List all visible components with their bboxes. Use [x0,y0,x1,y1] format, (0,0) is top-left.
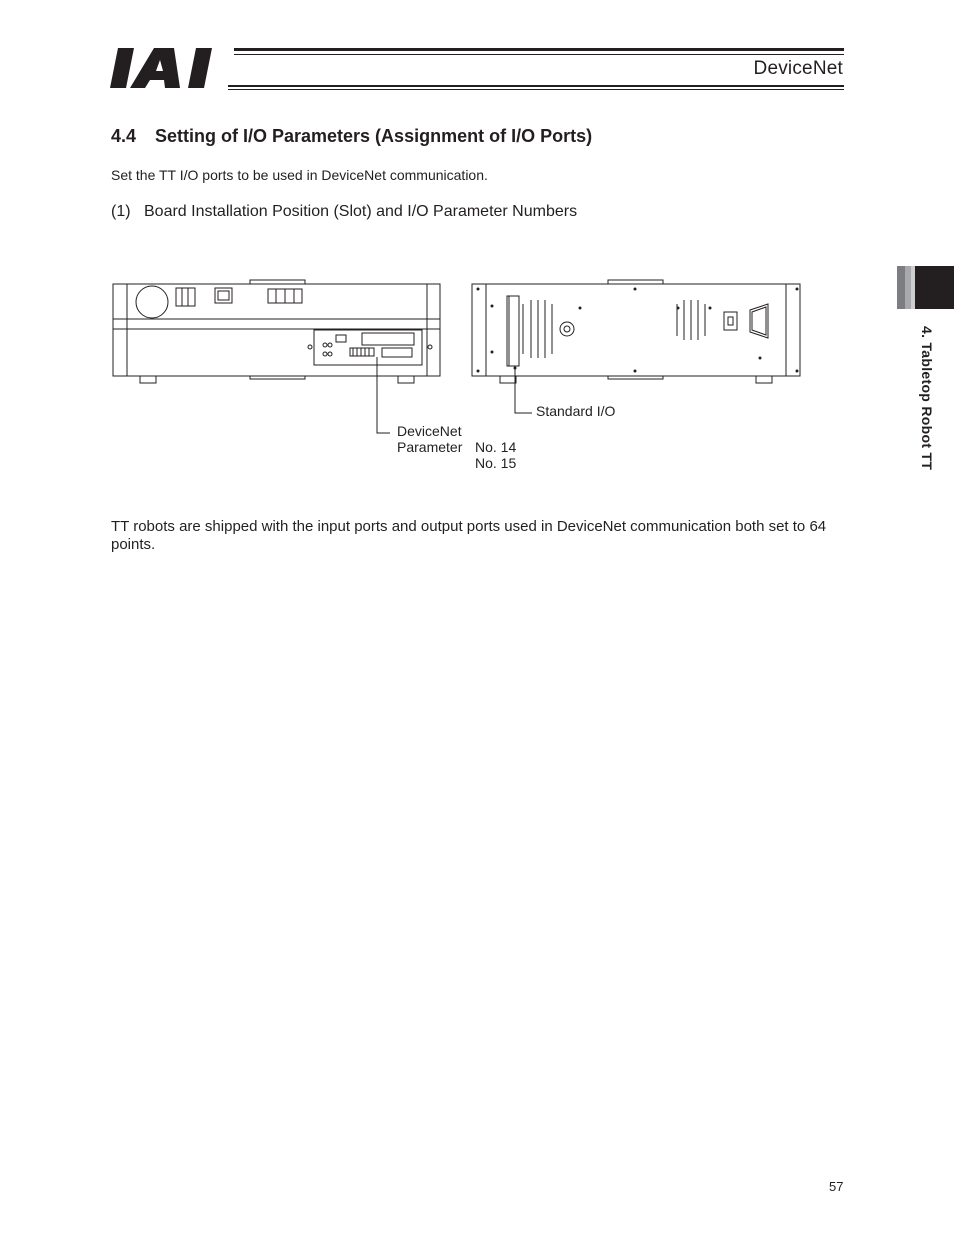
parameter-number-15: No. 15 [475,455,517,471]
rear-panel [472,284,800,376]
knob-icon [136,286,168,318]
subsection-heading [111,203,577,221]
shipping-note: TT robots are shipped with the input ports and output ports used in DeviceNet communication both set to 64 points. [111,518,827,553]
parameter-number-14: No. 14 [475,439,517,455]
header-rule-bottom [228,85,844,87]
page-number: 57 [829,1179,844,1194]
header-rule-top [234,48,844,51]
intro-text: Set the TT I/O ports to be used in DeviceNet communication. [111,167,488,183]
parameter-label: Parameter [397,439,463,455]
header-rule-top-thin [234,54,844,55]
chapter-tab-label: 4. Tabletop Robot TT [919,326,935,471]
section-heading [111,126,592,147]
header-section-title: DeviceNet [753,58,843,79]
subsection-number: (1) [111,203,131,220]
iai-logo [110,46,228,90]
controller-diagram [100,270,820,480]
section-number: 4.4 [111,126,137,146]
header-rule-bottom-thin [228,89,844,90]
section-title: Setting of I/O Parameters (Assignment of I/O Ports) [155,126,593,146]
subsection-title: Board Installation Position (Slot) and I/O Parameter Numbers [144,203,578,220]
standard-io-label: Standard I/O [536,403,616,419]
chapter-tab [897,266,954,309]
devicenet-label: DeviceNet [397,423,462,439]
